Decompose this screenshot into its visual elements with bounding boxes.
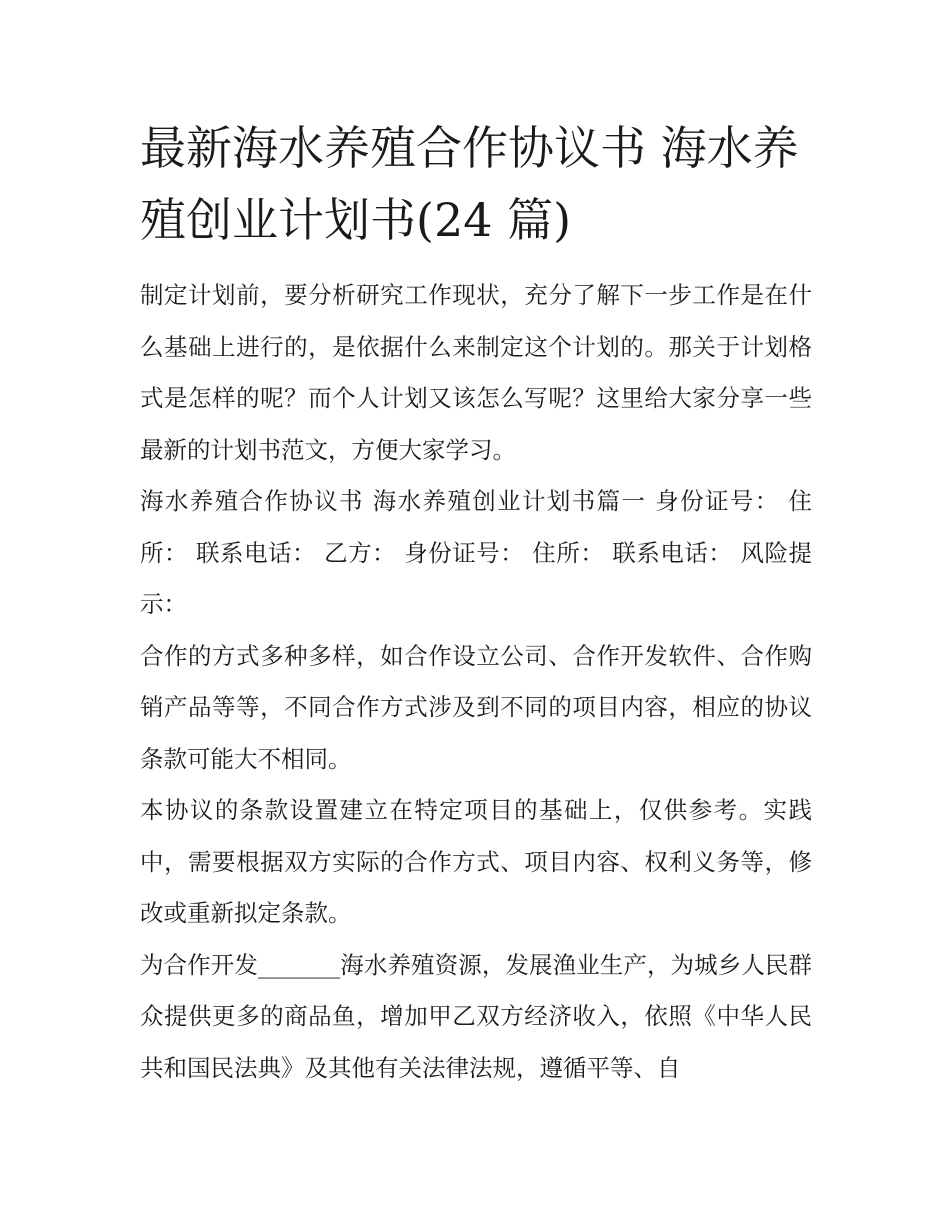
paragraph-intro: 制定计划前，要分析研究工作现状，充分了解下一步工作是在什么基础上进行的，是依据什么来制定这个计划的。那关于计划格式是怎样的呢？而个人计划又该怎么写呢？这里给大家分享一些最新的计划书范文，方便大家学习。: [140, 281, 812, 464]
document-title: 最新海水养殖合作协议书 海水养殖创业计划书(24 篇): [140, 121, 799, 247]
paragraph-cooperation-modes: 合作的方式多种多样，如合作设立公司、合作开发软件、合作购销产品等等，不同合作方式涉及到不同的项目内容，相应的协议条款可能大不相同。: [140, 641, 812, 773]
paragraph-purpose: 为合作开发_______海水养殖资源，发展渔业生产，为城乡人民群众提供更多的商品鱼，增加甲乙双方经济收入，依照《中华人民共和国民法典》及其他有关法律法规，遵循平等、自: [140, 950, 812, 1082]
document-body: [140, 112, 812, 1094]
paragraph-parties: 海水养殖合作协议书 海水养殖创业计划书篇一 身份证号： 住所： 联系电话： 乙方： 身份证号： 住所： 联系电话： 风险提示：: [140, 487, 812, 618]
paragraph-reference-note: 本协议的条款设置建立在特定项目的基础上，仅供参考。实践中，需要根据双方实际的合作方式、项目内容、权利义务等，修改或重新拟定条款。: [140, 796, 812, 927]
